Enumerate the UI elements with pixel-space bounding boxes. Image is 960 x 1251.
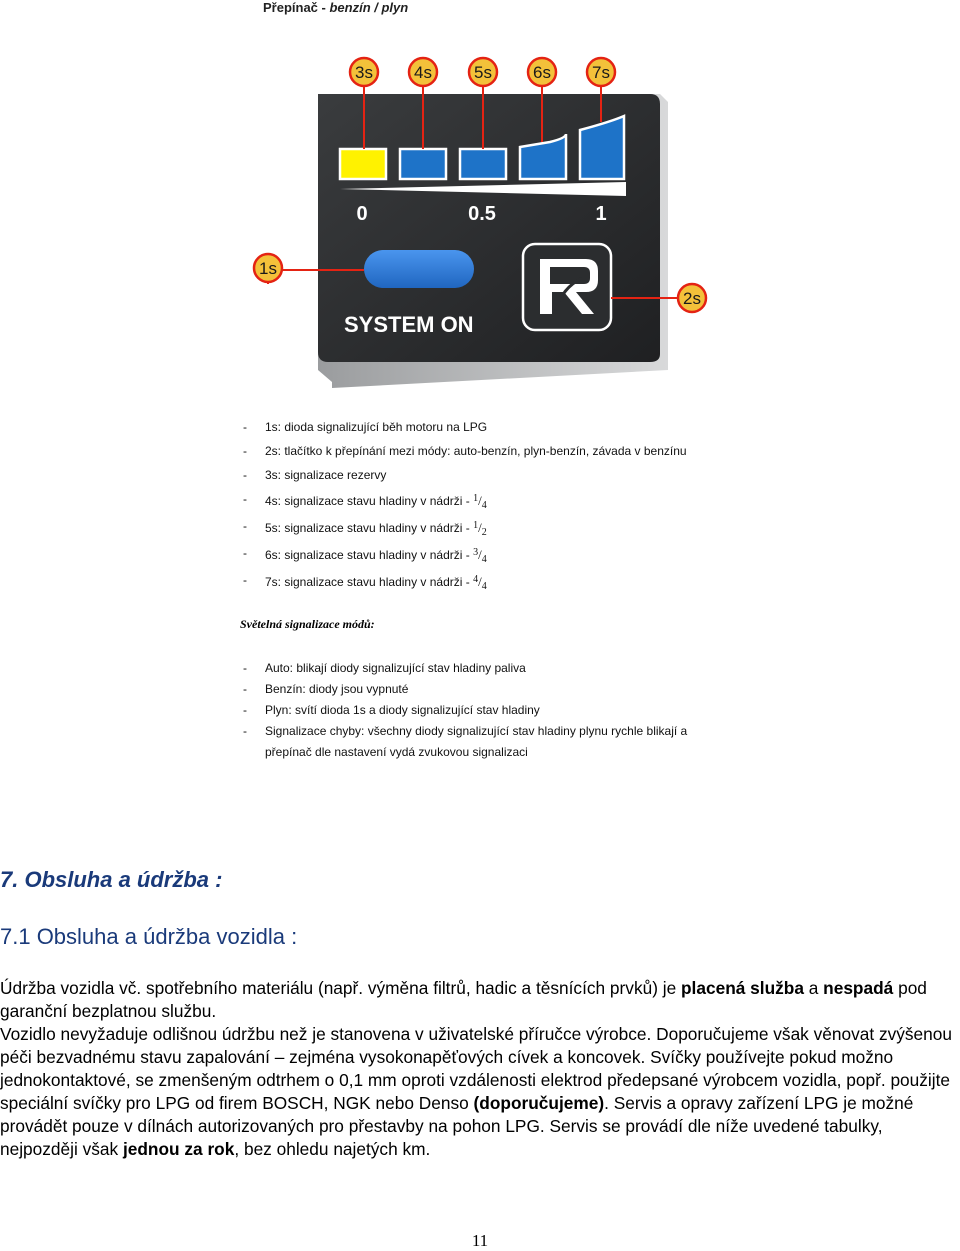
page-number: 11 [471, 1231, 489, 1250]
legend-item: - 6s: signalizace stavu hladiny v nádrži - $^3/_4$ [243, 546, 487, 565]
legend-item: - 7s: signalizace stavu hladiny v nádrži - $^4/_4$ [243, 573, 487, 592]
legend-item: - 1s: dioda signalizující běh motoru na LPG [243, 420, 488, 434]
led-half [460, 149, 506, 179]
system-on-label: SYSTEM ON [344, 312, 474, 337]
svg-text:7s: 7s [592, 63, 610, 82]
callout-7s [587, 58, 615, 86]
legend-item: - 4s: signalizace stavu hladiny v nádrži - $^1/_4$ [243, 492, 487, 511]
led-quarter [400, 149, 446, 179]
svg-text:3s: 3s [355, 63, 373, 82]
fraction: $^1/_4$ [473, 493, 487, 511]
callout-5s [469, 58, 497, 86]
svg-text:4s: 4s [414, 63, 432, 82]
indicator-legend-list [240, 418, 687, 598]
callout-6s [528, 58, 556, 86]
legend-item: - 3s: signalizace rezervy [243, 468, 387, 482]
figure-title-bold: Přepínač - [263, 0, 326, 15]
scale-label-half: 0.5 [468, 203, 496, 225]
figure-title [263, 0, 408, 15]
mode-item: - Benzín: diody jsou vypnuté [243, 682, 409, 696]
legend-item: - 2s: tlačítko k přepínání mezi módy: auto-benzín, plyn-benzín, závada v benzínu [243, 444, 687, 458]
callout-4s [409, 58, 437, 86]
callout-3s [350, 58, 378, 86]
fraction: $^4/_4$ [473, 574, 487, 592]
lpg-indicator-led [364, 250, 474, 288]
modes-list [240, 659, 687, 764]
paragraph-1: Údržba vozidla vč. spotřebního materiálu (např. výměna filtrů, hadic a těsnících prvků) je placená služba a nespadá pod garanční bezplatnou službu. [0, 978, 927, 1021]
paragraph-2: Vozidlo nevyžaduje odlišnou údržbu než je stanovena v uživatelské příručce výrobce. Doporučujeme však věnovat zvýšenou péči bezvadnému stavu zapalování – zejména vysokonapěťových cívek a koncovek. Svíčky používejte pokud možno jednokontaktové, se zmenšeným odtrhem o 0,1 mm oproti vzdálenosti elektrod předepsané výrobcem vozidla, popř. použijte speciální svíčky pro LPG od firem BOSCH, NGK nebo Denso (doporučujeme). Servis a opravy zařízení LPG je možné provádět pouze v dílnách autorizovaných pro přestavby na pohon LPG. Servis se provádí dle níže uvedené tabulky, nejpozději však jednou za rok, bez ohledu najetých km. [0, 1024, 952, 1159]
mode-item: - Plyn: svítí dioda 1s a diody signalizující stav hladiny [243, 703, 540, 717]
modes-heading: Světelná signalizace módů: [240, 617, 375, 631]
scale-label-1: 1 [595, 203, 607, 225]
svg-text:5s: 5s [474, 63, 492, 82]
mode-item-continuation: přepínač dle nastavení vydá zvukovou signalizaci [265, 745, 528, 759]
callout-1s [254, 254, 282, 282]
callout-2s [678, 284, 706, 312]
svg-text:1s: 1s [259, 259, 277, 278]
svg-text:2s: 2s [683, 289, 701, 308]
fraction: $^1/_2$ [473, 520, 487, 538]
switch-panel-illustration [240, 52, 720, 392]
subsection-heading: 7.1 Obsluha a údržba vozidla : [0, 924, 298, 949]
fraction: $^3/_4$ [473, 547, 487, 565]
body-paragraph [0, 977, 958, 1161]
legend-item: - 5s: signalizace stavu hladiny v nádrži - $^1/_2$ [243, 519, 487, 538]
section-heading: 7. Obsluha a údržba : [0, 867, 223, 892]
led-reserve [340, 149, 386, 179]
svg-text:6s: 6s [533, 63, 551, 82]
mode-switch-button[interactable] [523, 244, 611, 330]
scale-label-0: 0 [356, 203, 368, 225]
mode-item: - Signalizace chyby: všechny diody signalizující stav hladiny plynu rychle blikají a [243, 724, 688, 738]
mode-item: - Auto: blikají diody signalizující stav hladiny paliva [243, 661, 526, 675]
figure-title-italic: benzín / plyn [329, 0, 409, 15]
